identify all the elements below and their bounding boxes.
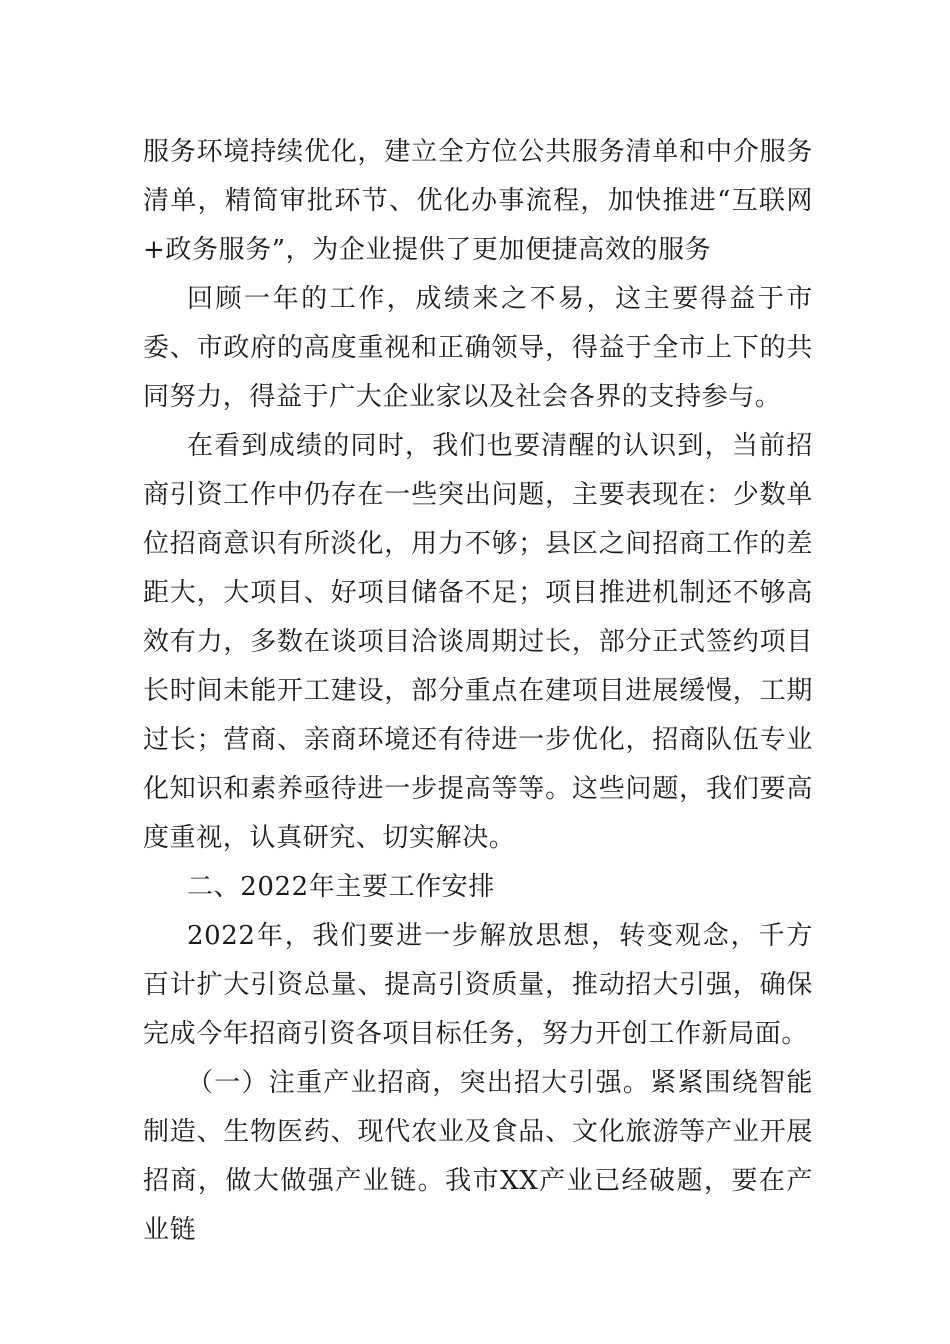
document-body (143, 128, 813, 1255)
paragraph-industry-investment: （一）注重产业招商，突出招大引强。紧紧围绕智能制造、生物医药、现代农业及食品、文化旅游等产业开展招商，做大做强产业链。我市XX产业已经破题，要在产业链 (143, 1068, 813, 1245)
section-heading: 二、2022年主要工作安排 (187, 872, 495, 902)
paragraph-service-environment: 服务环境持续优化，建立全方位公共服务清单和中介服务清单，精简审批环节、优化办事流程，加快推进“互联网+政务服务”，为企业提供了更加便捷高效的服务 (143, 137, 813, 265)
paragraph-2022-plan: 2022年，我们要进一步解放思想，转变观念，千方百计扩大引资总量、提高引资质量，推动招大引强，确保完成今年招商引资各项目标任务，努力开创工作新局面。 (143, 921, 813, 1049)
paragraph-review: 回顾一年的工作，成绩来之不易，这主要得益于市委、市政府的高度重视和正确领导，得益于全市上下的共同努力，得益于广大企业家以及社会各界的支持参与。 (143, 284, 813, 412)
paragraph-problems: 在看到成绩的同时，我们也要清醒的认识到，当前招商引资工作中仍存在一些突出问题，主要表现在：少数单位招商意识有所淡化，用力不够；县区之间招商工作的差距大，大项目、好项目储备不足；项目推进机制还不够高效有力，多数在谈项目洽谈周期过长，部分正式签约项目长时间未能开工建设，部分重点在建项目进展缓慢，工期过长；营商、亲商环境还有待进一步优化，招商队伍专业化知识和素养亟待进一步提高等等。这些问题，我们要高度重视，认真研究、切实解决。 (143, 431, 813, 853)
